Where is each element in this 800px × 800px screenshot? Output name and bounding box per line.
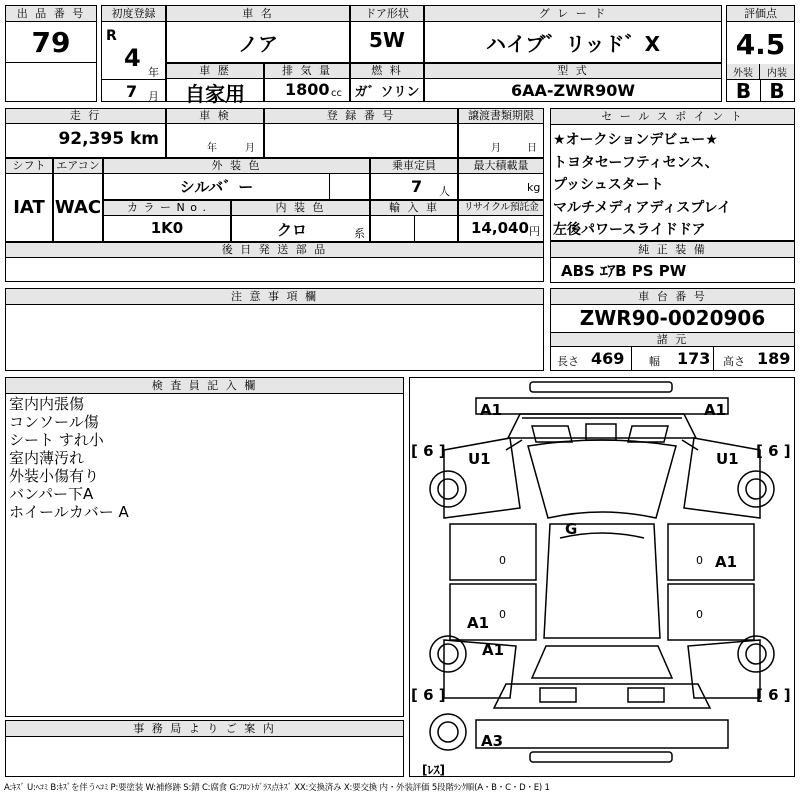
inspection-label: 車 検 bbox=[167, 109, 263, 124]
first-reg-year: 4 bbox=[124, 44, 141, 72]
recycle-amount: 14,040 bbox=[471, 219, 529, 237]
exterior-color: シルバ゛ー bbox=[179, 178, 254, 196]
capacity-label: 乗車定員 bbox=[371, 159, 457, 174]
displacement-label: 排 気 量 bbox=[265, 64, 349, 79]
equipment-label: 純 正 装 備 bbox=[551, 242, 794, 258]
height: 189 bbox=[757, 349, 791, 368]
recycle-unit: 円 bbox=[529, 225, 540, 238]
score: 4.5 bbox=[735, 28, 786, 61]
recycle-box bbox=[458, 200, 544, 242]
damage-mark: U1 bbox=[716, 450, 739, 468]
chassis-box bbox=[550, 288, 795, 371]
color-label: 外 装 色 bbox=[104, 159, 369, 174]
damage-mark: A3 bbox=[481, 732, 504, 750]
capacity-unit: 人 bbox=[439, 185, 450, 198]
width-label: 幅 bbox=[649, 355, 660, 368]
sales-points-box bbox=[550, 108, 795, 241]
damage-mark: U1 bbox=[468, 450, 491, 468]
interior-label: 内装 bbox=[760, 64, 794, 80]
inspector-note: 外装小傷有り bbox=[9, 467, 100, 485]
sales-point: トヨタセーフティセンス、 bbox=[553, 154, 719, 171]
tire-depth: [ 6 ] bbox=[411, 686, 446, 704]
score-box bbox=[726, 5, 795, 102]
shift-label: シフト bbox=[6, 159, 52, 174]
spare-tire-less: [ﾚｽ] bbox=[422, 763, 445, 776]
equipment-value: ABS ｴｱB PS PW bbox=[561, 262, 687, 280]
interior-color-label: 内 装 色 bbox=[232, 201, 369, 216]
inspector-note: 室内内張傷 bbox=[9, 395, 85, 413]
tire-depth: [ 6 ] bbox=[756, 686, 791, 704]
inspector-note: シート すれ小 bbox=[9, 431, 104, 449]
model-box bbox=[424, 63, 722, 102]
sales-point: 左後パワースライドドア bbox=[553, 222, 706, 238]
damage-mark: G bbox=[565, 520, 578, 538]
color-no: 1K0 bbox=[150, 219, 184, 237]
inspection-box bbox=[166, 108, 264, 158]
legend: A:ｷｽﾞ U:ﾍｺﾐ B:ｷｽﾞを伴うﾍｺﾐ P:要塗装 W:補修跡 S:錆 C:腐食 G:ﾌﾛﾝﾄｶﾞﾗｽ点ｷｽﾞ XX:交換済み X:要交換 内・外装評価 5段階ﾗﾝｸ順(A・B・C・D・E) 1 bbox=[4, 783, 550, 793]
era: R bbox=[106, 28, 117, 44]
door-type: 5W bbox=[369, 28, 405, 52]
aircon-label: エアコン bbox=[54, 159, 102, 174]
interior-score: B bbox=[769, 79, 785, 103]
inspector-note: コンソール傷 bbox=[9, 413, 99, 431]
year-unit: 年 bbox=[148, 66, 159, 79]
damage-mark: A1 bbox=[715, 553, 738, 571]
transfer-month-unit: 月 bbox=[491, 143, 501, 154]
office-box bbox=[5, 720, 404, 777]
caution-box bbox=[5, 288, 544, 371]
fuel-box bbox=[350, 63, 424, 102]
transfer-day-unit: 日 bbox=[527, 143, 537, 154]
equipment-box bbox=[550, 241, 795, 283]
displacement-box bbox=[264, 63, 350, 102]
transfer-box bbox=[458, 108, 544, 158]
car-name: ノア bbox=[238, 32, 278, 56]
history: 自家用 bbox=[185, 82, 245, 106]
sales-point: マルチメディアディスプレイ bbox=[553, 199, 731, 216]
interior-color-box bbox=[231, 200, 370, 242]
sales-point: プッシュスタート bbox=[553, 177, 664, 193]
lot-label: 出 品 番 号 bbox=[6, 6, 96, 22]
zero-mark: 0 bbox=[696, 608, 703, 621]
exterior-label: 外装 bbox=[727, 64, 760, 80]
score-label: 評価点 bbox=[727, 6, 794, 22]
interior-color-unit: 系 bbox=[354, 227, 365, 240]
first-reg-label: 初度登録 bbox=[102, 6, 165, 22]
door-box bbox=[350, 5, 424, 63]
mileage: 92,395 km bbox=[58, 129, 159, 149]
caution-label: 注 意 事 項 欄 bbox=[6, 289, 543, 305]
recycle-label: リサイクル預託金 bbox=[459, 201, 543, 216]
lot-number: 79 bbox=[31, 26, 71, 59]
inspector-box bbox=[5, 377, 404, 717]
load-label: 最大積載量 bbox=[459, 159, 543, 174]
transfer-label: 譲渡書類期限 bbox=[459, 109, 543, 124]
model: 6AA-ZWR90W bbox=[510, 81, 636, 100]
interior-color: クロ bbox=[276, 221, 307, 239]
registration-box bbox=[264, 108, 458, 158]
aircon-box bbox=[53, 158, 103, 242]
import-label: 輸 入 車 bbox=[371, 201, 457, 216]
exterior-score: B bbox=[735, 79, 752, 103]
shift-box bbox=[5, 158, 53, 242]
chassis-label: 車 台 番 号 bbox=[551, 289, 794, 305]
zero-mark: 0 bbox=[499, 554, 506, 567]
load-box bbox=[458, 158, 544, 200]
inspector-notes bbox=[9, 395, 129, 521]
import-box bbox=[370, 200, 458, 242]
inspection-month-unit: 月 bbox=[245, 143, 255, 154]
lot-number-box bbox=[5, 5, 97, 102]
shift: IAT bbox=[13, 197, 45, 218]
tire-depth: [ 6 ] bbox=[756, 442, 791, 460]
tire-depth: [ 6 ] bbox=[411, 442, 446, 460]
length-label: 長さ bbox=[557, 355, 579, 368]
history-label: 車 歴 bbox=[167, 64, 263, 79]
first-registration-box bbox=[101, 5, 166, 102]
office-label: 事 務 局 よ り ご 案 内 bbox=[6, 721, 403, 737]
inspector-note: 室内薄汚れ bbox=[9, 449, 85, 467]
mileage-box bbox=[5, 108, 166, 158]
sales-points-label: セ ー ル ス ポ イ ン ト bbox=[551, 109, 794, 125]
inspection-year-unit: 年 bbox=[207, 143, 217, 154]
first-reg-month: 7 bbox=[126, 82, 138, 101]
length: 469 bbox=[591, 349, 625, 368]
capacity: 7 bbox=[411, 177, 423, 196]
damage-mark: A1 bbox=[467, 614, 490, 632]
inspector-note: ホイールカバー A bbox=[9, 503, 129, 521]
car-diagram-box bbox=[409, 377, 795, 777]
color-no-label: カ ラ ー N o . bbox=[104, 201, 230, 216]
chassis-number: ZWR90-0020906 bbox=[579, 306, 766, 330]
car-name-box bbox=[166, 5, 350, 63]
later-parts-box bbox=[5, 242, 544, 282]
grade-label: グ レ ー ド bbox=[425, 6, 721, 22]
sales-point: ★オークションデビュー★ bbox=[553, 132, 718, 148]
model-label: 型 式 bbox=[425, 64, 721, 79]
registration-label: 登 録 番 号 bbox=[265, 109, 457, 124]
grade: ハイブ゛リッド゛X bbox=[485, 32, 661, 56]
sales-points-list bbox=[553, 129, 731, 242]
zero-mark: 0 bbox=[499, 608, 506, 621]
displacement-unit: cc bbox=[331, 88, 342, 99]
car-diagram bbox=[410, 378, 794, 776]
fuel: ガ゛ソリン bbox=[354, 85, 420, 100]
color-no-box bbox=[103, 200, 231, 242]
aircon: WAC bbox=[54, 197, 102, 218]
height-label: 高さ bbox=[723, 355, 745, 368]
damage-mark: A1 bbox=[480, 401, 503, 419]
inspector-note: バンパー下A bbox=[9, 485, 94, 503]
displacement: 1800 bbox=[285, 80, 330, 99]
later-parts-label: 後 日 発 送 部 品 bbox=[6, 243, 543, 258]
history-box bbox=[166, 63, 264, 106]
mileage-label: 走 行 bbox=[6, 109, 165, 124]
door-label: ドア形状 bbox=[351, 6, 423, 22]
fuel-label: 燃 料 bbox=[351, 64, 423, 79]
width: 173 bbox=[677, 349, 711, 368]
color-box bbox=[103, 158, 370, 200]
inspector-label: 検 査 員 記 入 欄 bbox=[6, 378, 403, 394]
damage-mark: A1 bbox=[482, 641, 505, 659]
car-name-label: 車 名 bbox=[167, 6, 349, 22]
spec-label: 諸 元 bbox=[551, 332, 794, 347]
capacity-box bbox=[370, 158, 458, 200]
load-unit: kg bbox=[527, 181, 541, 194]
month-unit: 月 bbox=[148, 90, 159, 103]
grade-box bbox=[424, 5, 722, 63]
damage-mark: A1 bbox=[704, 401, 727, 419]
zero-mark: 0 bbox=[696, 554, 703, 567]
